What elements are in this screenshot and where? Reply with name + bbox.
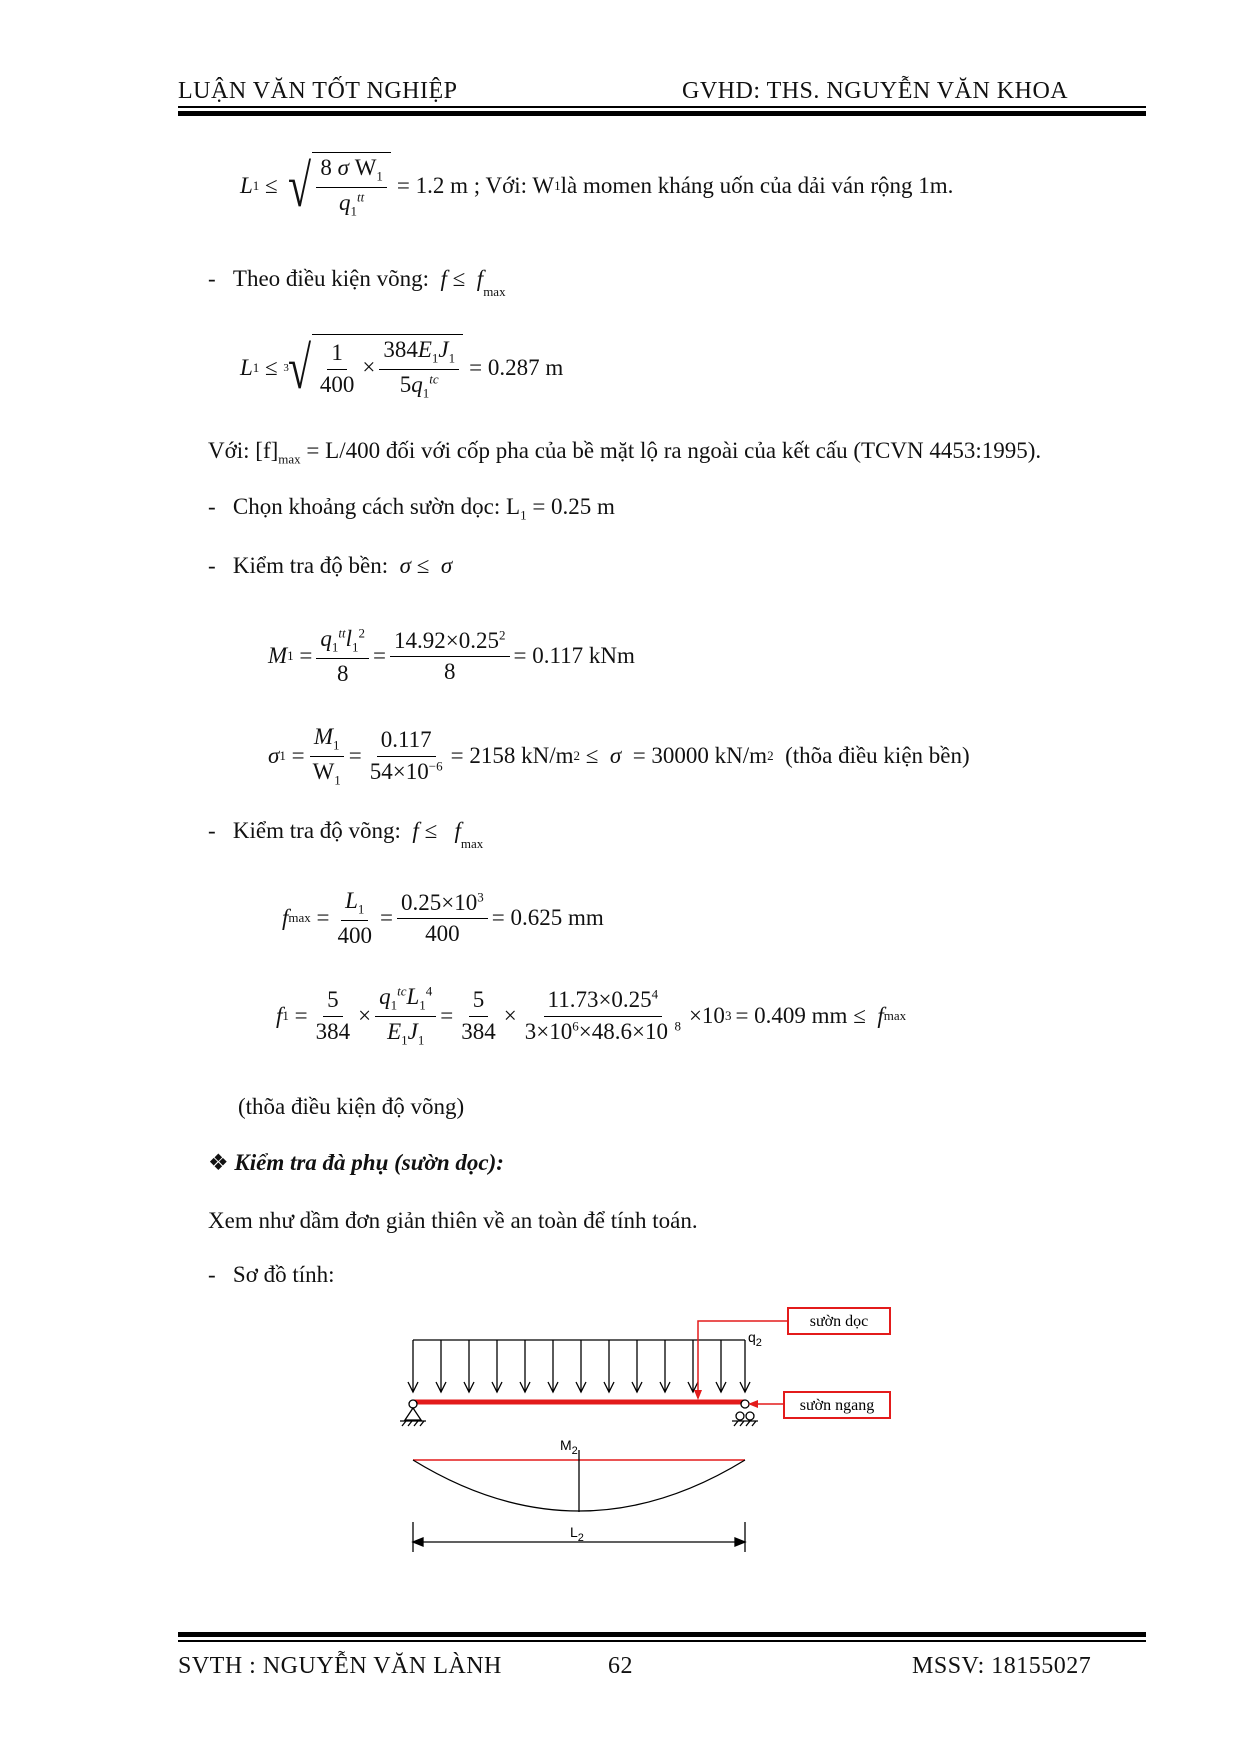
moment-diagram [413, 1437, 745, 1512]
choose-label: Chọn khoảng cách sườn dọc: L [232, 494, 521, 519]
diamond-bullet-icon: ❖ [208, 1150, 229, 1175]
note-sub: max [278, 451, 301, 467]
label-l: $L_2$ [570, 1524, 584, 1544]
deflection-cond-label: Theo điều kiện võng: [232, 266, 430, 291]
bullet-scheme: - Sơ đồ tính: [208, 1262, 335, 1287]
note-prefix: Với: [f] [208, 438, 279, 463]
label-q: $q_2$ [748, 1329, 762, 1349]
fmax-den: 400 [425, 920, 460, 946]
bullet-deflection: - Theo điều kiện võng: $f \le f_{max}$ [208, 266, 506, 299]
svg-text:sườn dọc: sườn dọc [809, 1313, 869, 1330]
section-desc: Xem như dầm đơn giản thiên về an toàn để tính toán. [208, 1208, 698, 1233]
m1-num: 14.92×0.25 [394, 627, 499, 653]
f1-num: 11.73×0.25 [547, 987, 652, 1013]
header-rule-thick [178, 111, 1146, 116]
page-number: 62 [608, 1653, 633, 1679]
fmax-num: 0.25×10 [401, 889, 478, 915]
footer-left: SVTH : NGUYỄN VĂN LÀNH [178, 1653, 502, 1679]
footer-rule-thin [178, 1640, 1146, 1642]
section-title [208, 1150, 504, 1176]
equation-m1: M 1 = $\frac{q_1^{tt}l_1^2}{8}$ = $\frac{14.92\times 0.25^2}{8}$ = 0.117 kNm [268, 625, 635, 686]
section-title-text: Kiểm tra đà phụ (sườn dọc): [234, 1150, 504, 1175]
bullet-strength: - Kiểm tra độ bền: σ ≤ σ [208, 553, 453, 578]
f1-result: = 0.409 mm [735, 1003, 848, 1029]
equation-fmax: f max = $\frac{L_1}{400}$ = $\frac{0.25\times 10^3}{400}$ = 0.625 mm [282, 888, 604, 948]
equation-l1-deflection: L 1 ≤ 3 √ $\frac{1}{400}$ × $\frac{384E_1J_1}{5q_1^{tc}}$ = 0.287 m [240, 334, 564, 401]
strength-label: Kiểm tra độ bền: [232, 553, 389, 578]
equation-l1-strength: L 1 ≤ √ $\frac{8 \sigma W_1}{q_1^{tt}}$ = 1.2 m ; Với: W 1 là momen kháng uốn của dải ván rộng 1m. [240, 152, 954, 219]
fmax-result: = 0.625 mm [491, 905, 604, 931]
scheme-label: Sơ đồ tính: [232, 1262, 335, 1287]
callout-suon-ngang [748, 1392, 890, 1418]
choose-tail: = 0.25 m [526, 494, 615, 519]
note-fmax [208, 438, 1041, 468]
eq1-tail2: là momen kháng uốn của dải ván rộng 1m. [560, 172, 954, 198]
m1-result: = 0.117 kNm [513, 643, 635, 669]
equation-sigma: σ 1 = $\frac{M_1}{W_1}$ = $\frac{0.117}{54\times 10^{-6}}$ = 2158 kN/m 2 ≤ σ = 30000 kN/m 2 (thõa điều kiện bền) [268, 724, 970, 788]
m1-den: 8 [444, 658, 456, 684]
sigma-result: = 2158 kN/m [450, 743, 574, 769]
eq2-tail: = 0.287 m [469, 354, 564, 380]
f1-den: 3×10 [524, 1018, 573, 1044]
deflect-ok: (thõa điều kiện độ võng) [238, 1094, 465, 1119]
header-right: GVHD: THS. NGUYỄN VĂN KHOA [682, 78, 1069, 104]
deflect-check-label: Kiểm tra độ võng: [232, 818, 401, 843]
header-left: LUẬN VĂN TỐT NGHIỆP [178, 78, 458, 104]
sigma-den: 54×10 [369, 758, 429, 784]
note-text: = L/400 đối với cốp pha của bề mặt lộ ra ngoài của kết cấu (TCVN 4453:1995). [300, 438, 1042, 463]
equation-f1: f 1 = $\frac{5}{384}$ × $\frac{q_1^{tc}L_1^4}{E_1J_1}$ = $\frac{5}{384}$ × $\frac{11.73\times 0.25^4}{3\times 10^6\times 48.6\times 10 ^8}$ ×10 3 = 0.409 mm ≤ f max [276, 983, 907, 1048]
label-m: $M_2$ [560, 1437, 578, 1457]
footer-rule-thick [178, 1632, 1146, 1637]
svg-text:sườn ngang: sườn ngang [799, 1397, 875, 1414]
sigma-note: (thõa điều kiện bền) [785, 743, 970, 769]
footer-right: MSSV: 18155027 [912, 1653, 1092, 1679]
eq1-tail: = 1.2 m ; Với: W [396, 172, 555, 198]
bullet-deflect-check: - Kiểm tra độ võng: $f \le f_{max}$ [208, 818, 484, 851]
header-rule-thin [178, 106, 1146, 108]
sigma-allow: = 30000 kN/m [632, 743, 768, 769]
sigma-num: 0.117 [377, 727, 436, 756]
f1-den2: ×48.6×10 [578, 1018, 668, 1044]
bullet-choose: - Chọn khoảng cách sườn dọc: $L_1 = 0.25$ m [208, 494, 615, 523]
beam-diagram [380, 1300, 920, 1590]
